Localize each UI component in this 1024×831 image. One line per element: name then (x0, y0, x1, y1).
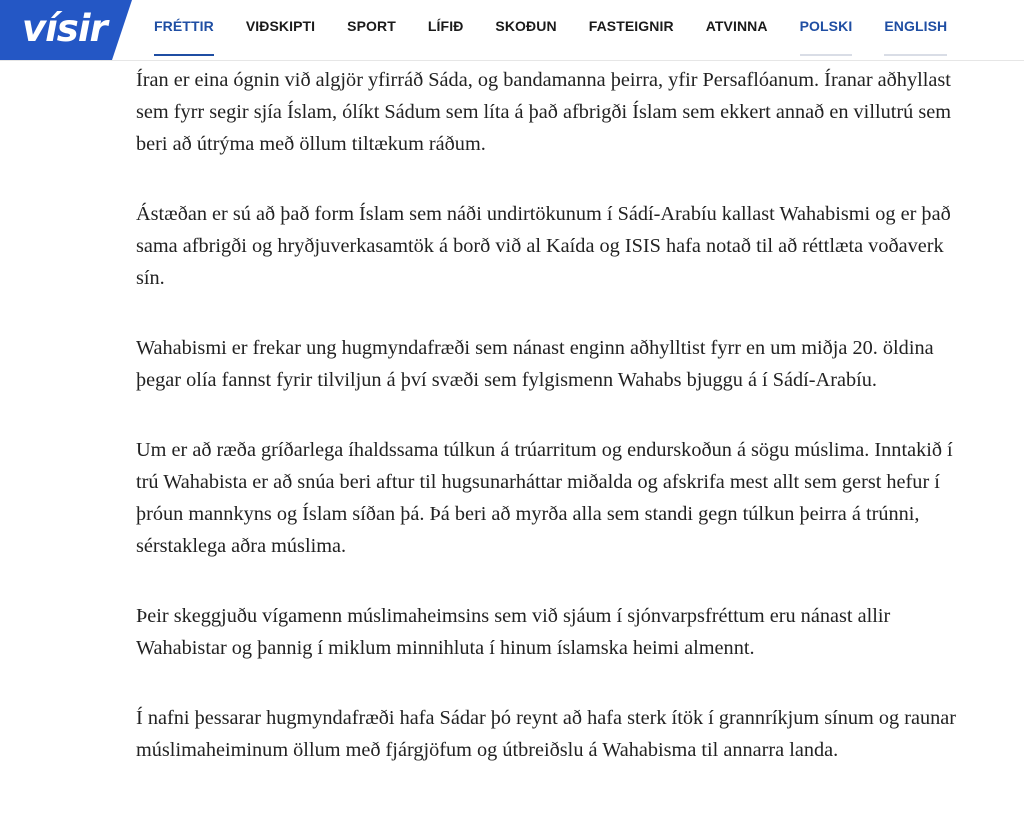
nav-item-label: LÍFIÐ (427, 18, 464, 34)
nav-item-label: FASTEIGNIR (588, 18, 674, 34)
nav-item-fasteignir[interactable] (573, 0, 690, 58)
nav-item-label: FRÉTTIR (154, 18, 214, 34)
nav-item-label: ENGLISH (884, 18, 948, 34)
article-paragraph: Wahabismi er frekar ung hugmyndafræði sem nánast enginn aðhylltist fyrr en um miðja 20. öldina þegar olía fannst fyrir tilviljun á því svæði sem fylgismenn Wahabs bjuggu á í Sádí-Arabíu. (136, 337, 934, 391)
nav-item-label: POLSKI (799, 18, 853, 34)
nav-item-label: VIÐSKIPTI (245, 18, 316, 34)
nav-item-skodun[interactable] (479, 0, 572, 58)
nav-item-atvinna[interactable] (690, 0, 784, 58)
article-paragraph: Íran er eina ógnin við algjör yfirráð Sáda, og bandamanna þeirra, yfir Persaflóanum. Íranar aðhyllast sem fyrr segir sjía Íslam, ólíkt Sádum sem líta á það afbrigði Íslam sem ekkert annað en villutrú sem beri að útrýma með öllum tiltækum ráðum. (136, 69, 951, 155)
nav-item-underline (884, 54, 947, 56)
nav-item-underline (800, 54, 853, 56)
nav-active-underline (154, 54, 214, 56)
article-paragraph: Um er að ræða gríðarlega íhaldssama túlkun á trúarritum og endurskoðun á sögu múslima. Inntakið í trú Wahabista er að snúa beri aftur til hugsunarháttar miðalda og afskrifa mest allt sem gerst hefur í þróun mannkyns og Íslam síðan þá. Þá beri að myrða alla sem standi gegn túlkun þeirra á trúnni, sérstaklega aðra múslima. (136, 439, 953, 557)
nav-item-english[interactable] (868, 0, 963, 58)
nav-item-label: SPORT (347, 18, 396, 34)
article-paragraph: Í nafni þessarar hugmyndafræði hafa Sádar þó reynt að hafa sterk ítök í grannríkjum sínum og raunar múslimaheiminum öllum með fjárgjöfum og útbreiðslu á Wahabisma til annarra landa. (136, 707, 957, 761)
nav-item-polski[interactable] (784, 0, 869, 58)
article-paragraph: Þeir skeggjuðu vígamenn múslimaheimsins sem við sjáum í sjónvarpsfréttum eru nánast allir Wahabistar og þannig í miklum minnihluta í hinum íslamska heimi almennt. (136, 605, 891, 659)
nav-item-label: ATVINNA (705, 18, 768, 34)
main-nav (138, 0, 963, 58)
nav-item-vidskipti[interactable] (230, 0, 331, 58)
nav-item-label: SKOÐUN (495, 18, 557, 34)
nav-item-sport[interactable] (331, 0, 412, 58)
site-header (0, 0, 1024, 61)
logo-text: vísir (22, 7, 107, 50)
article-paragraph: Ástæðan er sú að það form Íslam sem náði undirtökunum í Sádí-Arabíu kallast Wahabismi og er það sama afbrigði og hryðjuverkasamtök á borð við al Kaída og ISIS hafa notað til að réttlæta voðaverk sín. (136, 203, 951, 289)
nav-item-lifid[interactable] (412, 0, 480, 58)
site-logo[interactable] (0, 0, 132, 60)
nav-item-frettir[interactable] (138, 0, 230, 58)
article-body (136, 64, 966, 804)
